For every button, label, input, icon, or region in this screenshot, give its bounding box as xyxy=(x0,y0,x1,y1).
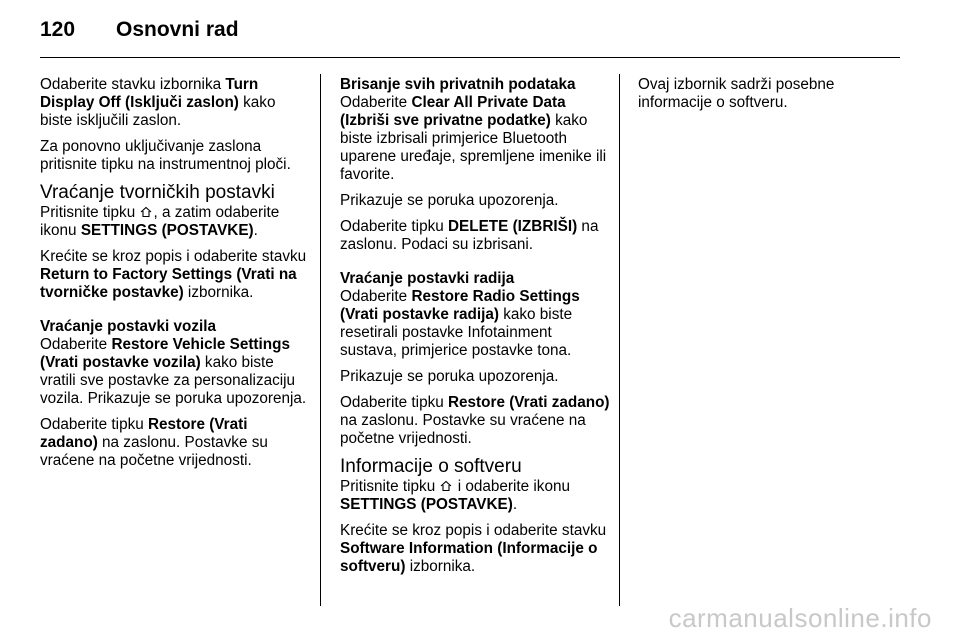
button-term: Restore (Vrati zadano) xyxy=(448,394,610,411)
paragraph xyxy=(40,204,308,240)
text: kako biste vratili sve postavke za personalizaciju vozila. Prikazuje se poruka upozorenja. xyxy=(40,354,307,407)
text: Krećite se kroz popis i odaberite stavku xyxy=(340,522,607,539)
text: na zaslonu. Postavke su vraćene na početne vrijednosti. xyxy=(340,412,586,447)
text: Odaberite xyxy=(40,336,112,353)
subsection-heading: Vraćanje postavki vozila xyxy=(40,318,217,335)
paragraph xyxy=(340,94,610,184)
column-2 xyxy=(340,76,610,584)
menu-item-term: Turn Display Off (Isključi zaslon) xyxy=(40,76,259,111)
text: kako biste izbrisali primjerice Bluetooth uparene uređaje, spremljene imenike ili favorite. xyxy=(340,112,607,183)
column-divider-1 xyxy=(320,74,321,606)
paragraph: Ovaj izbornik sadrži posebne informacije o softveru. xyxy=(638,76,835,111)
paragraph xyxy=(340,478,610,514)
text: kako biste resetirali postavke Infotainment sustava, primjerice postavke tona. xyxy=(340,306,573,359)
page-title: Osnovni rad xyxy=(116,18,239,41)
menu-item-term: Restore Vehicle Settings (Vrati postavke vozila) xyxy=(40,336,290,371)
page-number: 120 xyxy=(40,18,76,41)
menu-item-term: Return to Factory Settings (Vrati na tvorničke postavke) xyxy=(40,266,297,301)
paragraph xyxy=(40,416,308,470)
text: . xyxy=(512,496,518,513)
text: kako biste isključili zaslon. xyxy=(40,94,276,129)
column-1 xyxy=(40,76,308,478)
header-rule xyxy=(40,57,900,58)
text: izbornika. xyxy=(405,558,476,575)
text: Odaberite tipku xyxy=(340,394,448,411)
button-term: DELETE (IZBRIŠI) xyxy=(448,218,578,235)
text: na zaslonu. Postavke su vraćene na početne vrijednosti. xyxy=(40,434,268,469)
home-key-icon xyxy=(139,205,153,219)
home-key-icon xyxy=(439,479,453,493)
menu-item-term: SETTINGS (POSTAVKE) xyxy=(80,222,254,239)
subsection-heading: Brisanje svih privatnih podataka xyxy=(340,76,576,93)
paragraph: Za ponovno uključivanje zaslona pritisnite tipku na instrumentnoj ploči. xyxy=(40,138,291,173)
section-heading: Vraćanje tvorničkih postavki xyxy=(40,182,275,203)
paragraph: Prikazuje se poruka upozorenja. xyxy=(340,368,559,385)
text: na zaslonu. Podaci su izbrisani. xyxy=(340,218,599,253)
menu-item-term: SETTINGS (POSTAVKE) xyxy=(340,496,513,513)
paragraph: Prikazuje se poruka upozorenja. xyxy=(340,192,559,209)
menu-item-term: Restore Radio Settings (Vrati postavke radija) xyxy=(340,288,580,323)
menu-item-term: Clear All Private Data (Izbriši sve privatne podatke) xyxy=(340,94,566,129)
text: i odaberite ikonu xyxy=(453,478,570,495)
text: izbornika. xyxy=(183,284,254,301)
text: Pritisnite tipku xyxy=(340,478,440,495)
paragraph xyxy=(40,248,308,302)
text: Krećite se kroz popis i odaberite stavku xyxy=(40,248,307,265)
paragraph xyxy=(340,394,610,448)
section-heading: Informacije o softveru xyxy=(340,456,522,477)
paragraph xyxy=(340,288,610,360)
text: Pritisnite tipku xyxy=(40,204,140,221)
text: , a zatim odaberite ikonu xyxy=(40,204,280,239)
paragraph xyxy=(340,218,610,254)
text: Odaberite tipku xyxy=(40,416,148,433)
subsection-heading: Vraćanje postavki radija xyxy=(340,270,515,287)
button-term: Restore (Vrati zadano) xyxy=(40,416,248,451)
paragraph xyxy=(40,336,308,408)
column-divider-2 xyxy=(619,74,620,606)
column-3 xyxy=(638,76,900,120)
text: Odaberite xyxy=(340,94,412,111)
watermark: carmanualsonline.info xyxy=(668,603,932,633)
text: Odaberite xyxy=(340,288,412,305)
text: . xyxy=(253,222,258,239)
text: Odaberite tipku xyxy=(340,218,448,235)
paragraph xyxy=(40,76,308,130)
paragraph xyxy=(340,522,610,576)
text: Odaberite stavku izbornika xyxy=(40,76,226,93)
menu-item-term: Software Information (Informacije o softveru) xyxy=(340,540,598,575)
